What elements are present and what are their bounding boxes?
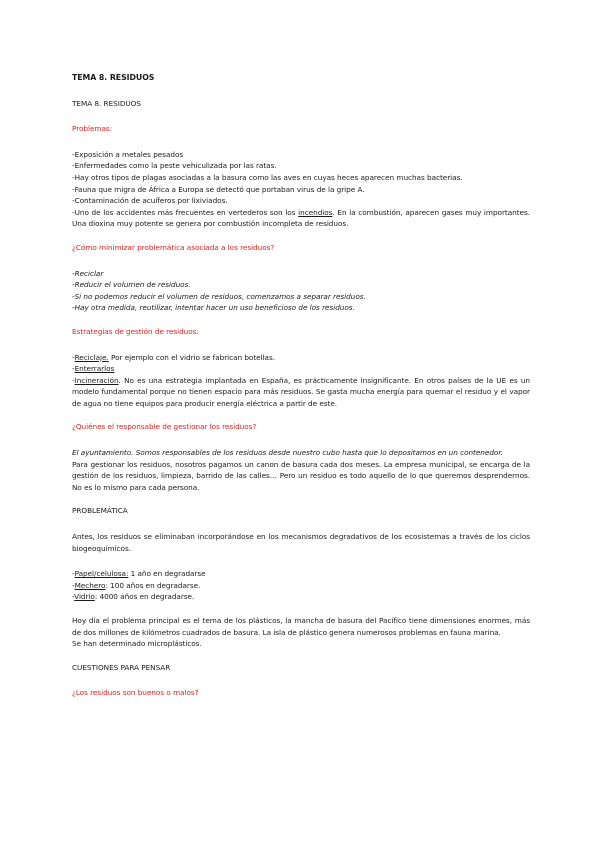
list-item: -Reducir el volumen de residuos.	[72, 280, 191, 290]
list-item: -Contaminación de acuíferos por lixiviados.	[72, 196, 228, 206]
problemas-heading: Problemas:	[72, 124, 113, 134]
problemas-list	[72, 149, 530, 230]
problematica-heading: PROBLEMÁTICA	[72, 506, 128, 516]
estrategias-list	[72, 352, 530, 410]
list-item: -Hay otros tipos de plagas asociadas a la basura como las aves en cuyas heces aparecen muchas bacterias.	[72, 172, 463, 182]
papel-term: Papel/celulosa:	[74, 569, 129, 579]
list-item: -Fauna que migra de África a Europa se detectó que portaban virus de la gripe A.	[72, 184, 365, 194]
responsable-italic-paragraph: El ayuntamiento. Somos responsables de los residuos desde nuestro cubo hasta que lo depositamos en un contenedor.	[72, 448, 503, 458]
list-item: -Reciclar	[72, 268, 104, 278]
mechero-term: Mechero	[74, 580, 106, 590]
enterrar-term: Enterrarlos	[74, 364, 115, 374]
list-item: -Uno de los accidentes más frecuentes en vertederos son los incendios. En la combustión, aparecen gases muy importantes. Una dioxina muy potente se genera por combustión incompleta de residuos.	[72, 207, 530, 229]
list-item: -Vidrio: 4000 años en degradarse.	[72, 592, 195, 602]
list-item: -Incineración. No es una estrategia implantada en España, es prácticamente insignificante. En otros países de la UE es un modelo fundamental porque no tienen espacio para más residuos. Se gasta mucha energía para quemar el residuo y el vapor de agua no tiene equipos para producir energía eléctrica a partir de este.	[72, 375, 530, 408]
list-item: -Enterrarlos	[72, 364, 115, 374]
estrategias-heading: Estrategias de gestión de residuos:	[72, 326, 199, 336]
document-title: TEMA 8. RESIDUOS	[72, 73, 155, 82]
list-item: -Si no podemos reducir el volumen de residuos, comenzamos a separar residuos.	[72, 291, 366, 301]
document-page	[72, 72, 530, 699]
list-item: -Exposición a metales pesados	[72, 149, 184, 159]
list-item: -Reciclaje. Por ejemplo con el vidrio se fabrican botellas.	[72, 352, 275, 362]
list-item: -Enfermedades como la peste vehiculizada por las ratas.	[72, 161, 277, 171]
list-item: -Mechero: 100 años en degradarse.	[72, 580, 201, 590]
plasticos-paragraph: Hoy día el problema principal es el tema de los plásticos, la mancha de basura del Pacífico tiene dimensiones enormes, más de dos millones de kilómetros cuadrados de basura. La isla de plástico genera numerosos problemas en fauna marina.	[72, 616, 530, 637]
microplasticos-line: Se han determinado microplásticos.	[72, 639, 202, 649]
responsable-paragraph: Para gestionar los residuos, nosotros pagamos un canon de basura cada dos meses. La empresa municipal, se encarga de la gestión de los residuos, limpieza, barrido de las calles… Pero un residuo es todo aquello de lo que queremos desprendernos. No es lo mismo para cada persona.	[72, 459, 530, 492]
cuestiones-heading: CUESTIONES PARA PENSAR	[72, 662, 171, 672]
problematica-paragraph: Antes, los residuos se eliminaban incorporándose en los mecanismos degradativos de los ecosistemas a través de los ciclos biogeoquímicos.	[72, 532, 530, 553]
minimizar-heading: ¿Cómo minimizar problemática asociada a los residuos?	[72, 242, 275, 252]
incineracion-term: Incineración	[74, 375, 119, 385]
vidrio-term: Vidrio	[74, 592, 95, 602]
buenos-malos-heading: ¿Los residuos son buenos o malos?	[72, 688, 199, 698]
degradacion-list	[72, 568, 530, 603]
incendios-term: incendios	[298, 207, 333, 217]
list-item: -Papel/celulosa: 1 año en degradarse	[72, 569, 206, 579]
reciclaje-term: Reciclaje.	[74, 352, 109, 362]
minimizar-list	[72, 268, 530, 314]
section-heading: TEMA 8. RESIDUOS	[72, 98, 141, 108]
responsable-heading: ¿Quiénes el responsable de gestionar los residuos?	[72, 422, 257, 432]
list-item: -Hay otra medida, reutilizar, intentar hacer un uso beneficioso de los residuos.	[72, 303, 355, 313]
